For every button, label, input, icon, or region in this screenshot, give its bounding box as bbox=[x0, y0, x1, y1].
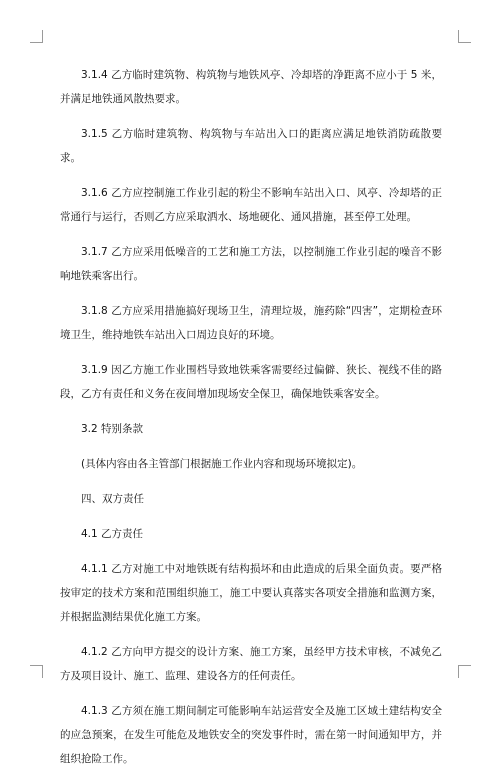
clause-3-1-9: 3.1.9 因乙方施工作业围档导致地铁乘客需要经过偏僻、狭长、视线不佳的路段，乙方有责任和义务在夜间增加现场安全保卫，确保地铁乘客安全。 bbox=[60, 364, 442, 400]
clause-4-1-2: 4.1.2 乙方向甲方提交的设计方案、施工方案，虽经甲方技术审核，不减免乙方及项目设计、施工、监理、建设各方的任何责任。 bbox=[60, 646, 442, 682]
clause-3-1-5: 3.1.5 乙方临时建筑物、构筑物与车站出入口的距离应满足地铁消防疏散要求。 bbox=[60, 128, 442, 164]
clause-3-1-4: 3.1.4 乙方临时建筑物、构筑物与地铁风亭、冷却塔的净距离不应小于 5 米，并满足地铁通风散热要求。 bbox=[60, 69, 442, 105]
clause-3-1-7: 3.1.7 乙方应采用低噪音的工艺和施工方法，以控制施工作业引起的噪音不影响地铁乘客出行。 bbox=[60, 246, 442, 282]
section-note-3-2: (具体内容由各主管部门根据施工作业内容和现场环境拟定)。 bbox=[81, 458, 363, 470]
chapter-heading-4: 四、双方责任 bbox=[81, 493, 144, 505]
crop-mark-bottom-left bbox=[30, 665, 43, 678]
clause-3-1-6: 3.1.6 乙方应控制施工作业引起的粉尘不影响车站出入口、风亭、冷却塔的正常通行与运行，否则乙方应采取洒水、场地硬化、通风措施，甚至停工处理。 bbox=[60, 187, 442, 223]
clause-4-1-1: 4.1.1 乙方对施工中对地铁既有结构损坏和由此造成的后果全面负责。要严格按审定的技术方案和范围组织施工，施工中要认真落实各项安全措施和监测方案，并根据监测结果优化施工方案。 bbox=[60, 563, 442, 623]
document-body bbox=[60, 63, 442, 782]
clause-4-1-3: 4.1.3 乙方须在施工期间制定可能影响车站运营安全及施工区域土建结构安全的应急预案，在发生可能危及地铁安全的突发事件时，需在第一时间通知甲方，并组织抢险工作。 bbox=[60, 705, 442, 765]
crop-mark-top-left bbox=[30, 30, 43, 43]
crop-mark-top-right bbox=[458, 30, 471, 43]
clause-3-1-8: 3.1.8 乙方应采用措施搞好现场卫生，清理垃圾，施药除“四害”，定期检查环境卫生，维持地铁车站出入口周边良好的环境。 bbox=[60, 305, 442, 341]
section-heading-3-2: 3.2 特别条款 bbox=[81, 423, 144, 435]
crop-mark-bottom-right bbox=[458, 665, 471, 678]
section-heading-4-1: 4.1 乙方责任 bbox=[81, 528, 144, 540]
